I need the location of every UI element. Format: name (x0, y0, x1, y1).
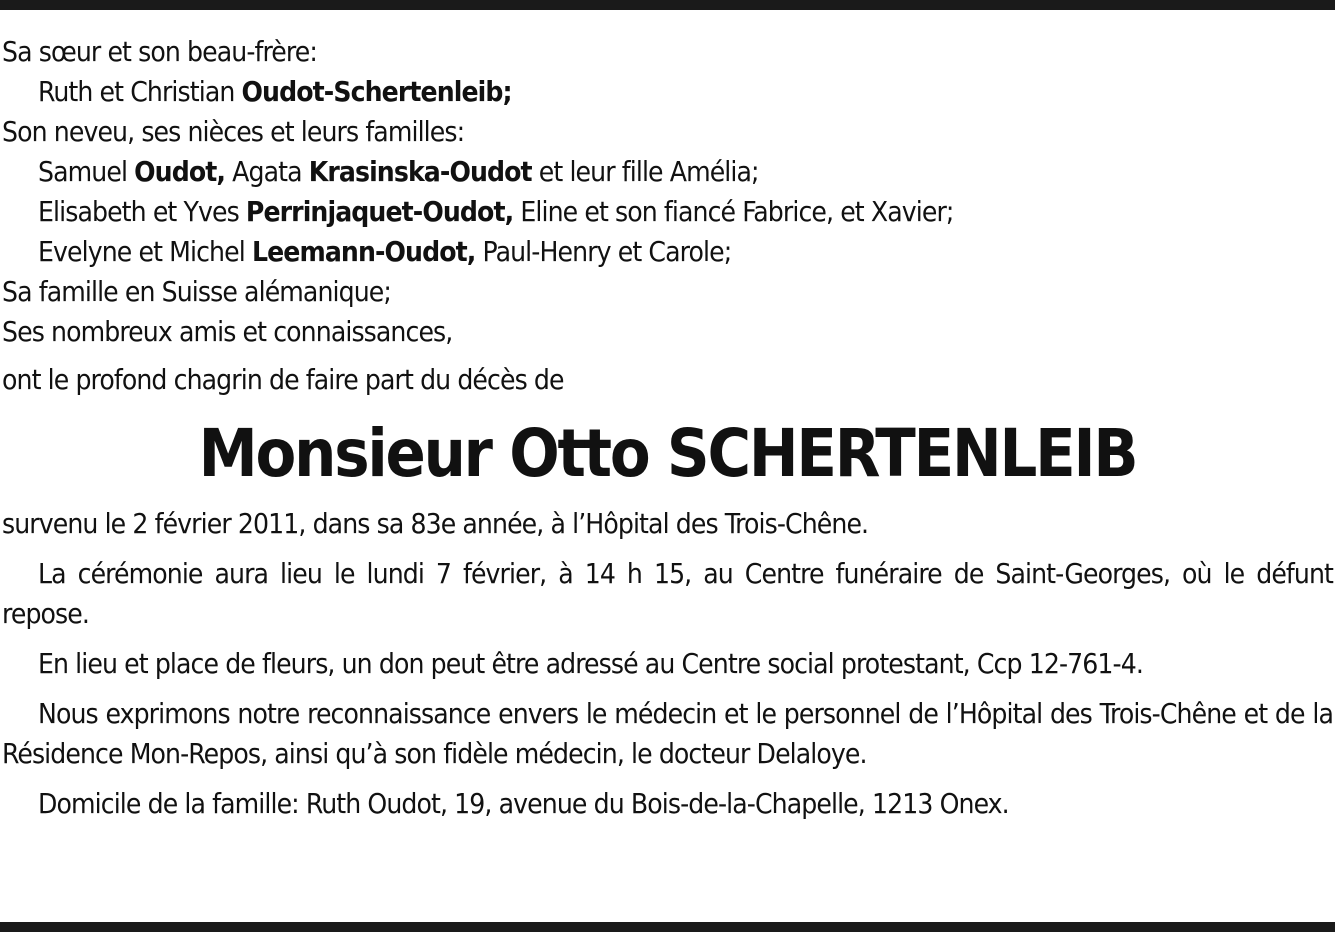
announcement-line: ont le profond chagrin de faire part du décès de (2, 363, 564, 396)
family-list (2, 32, 1333, 352)
family-text: Agata (225, 155, 309, 188)
family-line (2, 112, 1333, 152)
obituary-notice (2, 32, 1333, 824)
family-surname: Oudot-Schertenleib; (241, 75, 512, 108)
donation-paragraph: En lieu et place de fleurs, un don peut être adressé au Centre social protestant, Ccp 12-761-4. (38, 647, 1143, 680)
death-info-paragraph: survenu le 2 février 2011, dans sa 83e année, à l’Hôpital des Trois-Chêne. (2, 507, 869, 540)
family-line (2, 192, 1333, 232)
family-surname: Leemann-Oudot, (251, 235, 476, 268)
family-text: Ruth et Christian (38, 75, 242, 108)
family-text: Son neveu, ses nièces et leurs familles: (2, 115, 465, 148)
family-text: Sa sœur et son beau-frère: (2, 35, 317, 68)
thanks-paragraph: Nous exprimons notre reconnaissance envers le médecin et le personnel de l’Hôpital des Trois-Chêne et de la Résidence Mon-Repos, ainsi qu’à son fidèle médecin, le docteur Delaloye. (2, 697, 1333, 770)
family-line (2, 272, 1333, 312)
deceased-name: Monsieur Otto SCHERTENLEIB (198, 415, 1137, 492)
bottom-border-rule (0, 922, 1335, 932)
family-text: Ses nombreux amis et connaissances, (2, 315, 453, 348)
family-line (2, 232, 1333, 272)
family-text: Eline et son fiancé Fabrice, et Xavier; (513, 195, 954, 228)
family-text: Elisabeth et Yves (38, 195, 246, 228)
family-surname: Oudot, (134, 155, 226, 188)
family-text: Sa famille en Suisse alémanique; (2, 275, 391, 308)
ceremony-paragraph: La cérémonie aura lieu le lundi 7 février, à 14 h 15, au Centre funéraire de Saint-Georges, où le défunt repose. (2, 557, 1333, 630)
family-text: Samuel (38, 155, 135, 188)
family-line (2, 312, 1333, 352)
family-line (2, 152, 1333, 192)
family-text: Paul-Henry et Carole; (475, 235, 732, 268)
family-text: Evelyne et Michel (38, 235, 252, 268)
family-line (2, 32, 1333, 72)
top-border-rule (0, 0, 1335, 10)
family-surname: Perrinjaquet-Oudot, (245, 195, 514, 228)
family-address-paragraph: Domicile de la famille: Ruth Oudot, 19, avenue du Bois-de-la-Chapelle, 1213 Onex. (38, 787, 1009, 820)
family-text: et leur fille Amélia; (531, 155, 759, 188)
family-surname: Krasinska-Oudot (308, 155, 532, 188)
family-line (2, 72, 1333, 112)
